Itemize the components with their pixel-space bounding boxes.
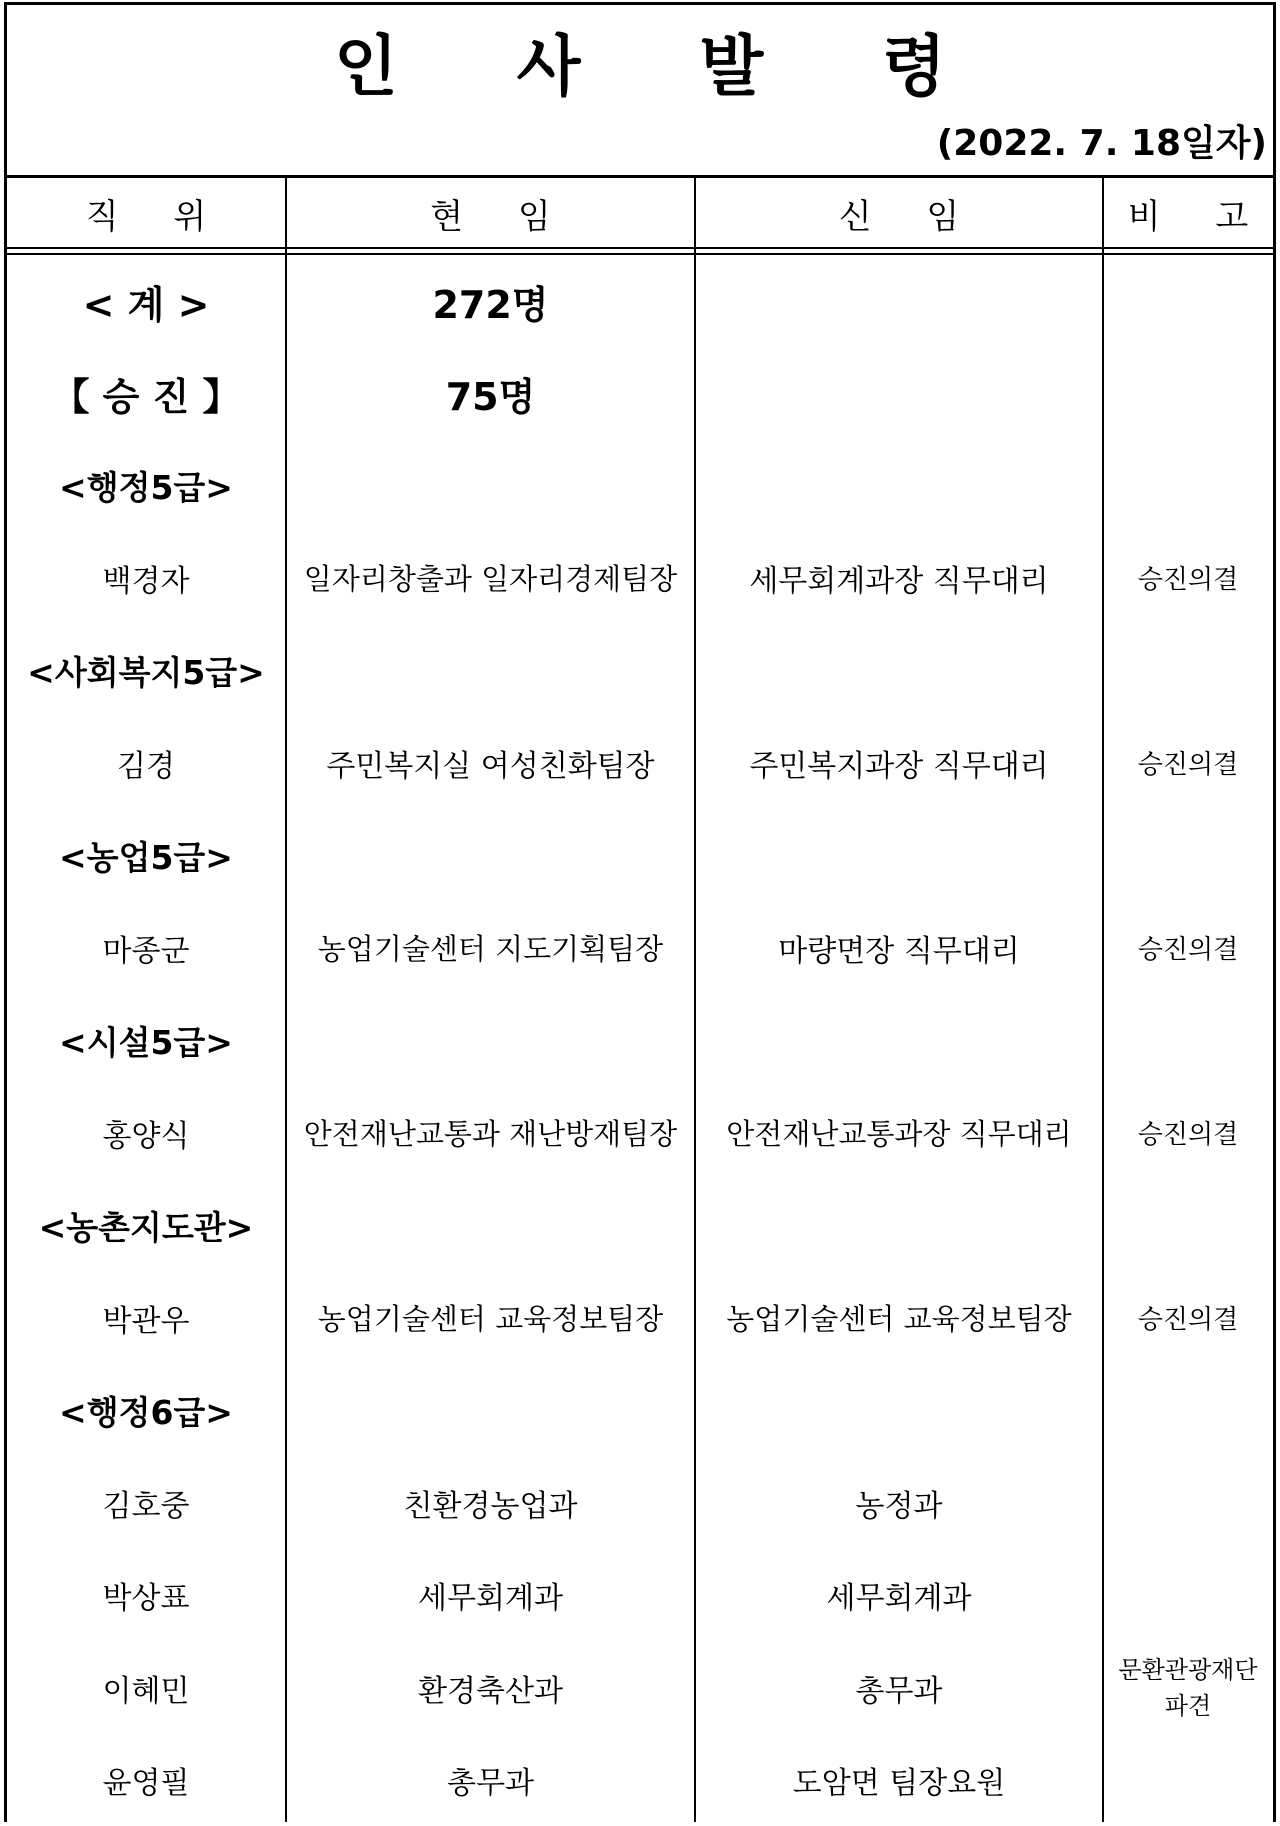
person-name: 김경 (117, 748, 175, 784)
effective-date: (2022. 7. 18일자) (936, 123, 1267, 164)
person-name: 이혜민 (102, 1673, 190, 1709)
current-post: 농업기술센터 교육정보팀장 (317, 1302, 664, 1336)
appointment-row (7, 902, 1273, 994)
promotion-count: 75명 (445, 374, 536, 419)
person-name: 마종군 (102, 933, 190, 969)
new-post: 농업기술센터 교육정보팀장 (726, 1302, 1072, 1336)
new-post: 마량면장 직무대리 (778, 933, 1020, 969)
new-post: 농정과 (855, 1488, 943, 1524)
note-cell: 승진의결 (1137, 935, 1239, 965)
current-post: 세무회계과 (418, 1581, 563, 1616)
document-title: 인 사 발 령 (334, 28, 994, 105)
promotion-label: 【 승 진 】 (51, 374, 241, 419)
group-row (7, 439, 1273, 531)
person-name: 윤영필 (102, 1766, 190, 1801)
appointment-row (7, 1734, 1273, 1826)
person-name: 김호중 (102, 1488, 190, 1524)
header-new: 신 임 (838, 196, 982, 237)
group-label: <시설5급> (59, 1022, 233, 1062)
header-bottom-rule (7, 247, 1273, 249)
appointment-row (7, 1549, 1273, 1641)
group-label: <행정6급> (59, 1392, 233, 1432)
person-name: 박관우 (102, 1303, 190, 1339)
summary-promotion-row (7, 347, 1273, 439)
person-name: 홍양식 (102, 1118, 190, 1154)
total-label: < 계 > (82, 282, 210, 327)
person-name: 박상표 (102, 1581, 190, 1616)
appointment-row (7, 1087, 1273, 1179)
note-cell (1104, 1734, 1272, 1826)
current-post: 일자리창출과 일자리경제팀장 (303, 562, 678, 596)
person-name: 백경자 (102, 563, 190, 599)
group-row (7, 809, 1273, 901)
header-current: 현 임 (430, 196, 573, 237)
note-cell: 승진의결 (1137, 1120, 1239, 1150)
current-post: 환경축산과 (418, 1673, 563, 1709)
note-cell: 승진의결 (1137, 565, 1239, 595)
header-top-rule (7, 175, 1273, 178)
current-post: 주민복지실 여성친화팀장 (326, 748, 655, 784)
header-note: 비 고 (1127, 196, 1271, 237)
appointment-row (7, 1272, 1273, 1364)
group-label: <농촌지도관> (38, 1207, 254, 1247)
total-count: 272명 (432, 282, 549, 327)
group-row (7, 624, 1273, 716)
new-post: 세무회계과 (826, 1581, 972, 1616)
new-post: 주민복지과장 직무대리 (749, 748, 1049, 784)
note-cell (1104, 1549, 1272, 1641)
current-post: 농업기술센터 지도기획팀장 (317, 932, 664, 966)
note-cell: 승진의결 (1137, 750, 1239, 780)
new-post: 세무회계과장 직무대리 (749, 563, 1049, 599)
summary-total-row (7, 255, 1273, 347)
note-cell: 문환관광재단 파견 (1118, 1655, 1258, 1720)
appointment-sheet (4, 2, 1276, 1822)
group-label: <사회복지5급> (27, 652, 265, 692)
new-post: 총무과 (855, 1673, 943, 1709)
group-label: <농업5급> (59, 837, 233, 877)
current-post: 총무과 (447, 1766, 534, 1801)
appointment-row (7, 532, 1273, 624)
appointment-row (7, 1457, 1273, 1549)
group-row (7, 1364, 1273, 1456)
new-post: 도암면 팀장요원 (792, 1766, 1006, 1801)
group-label: <행정5급> (59, 467, 233, 507)
current-post: 안전재난교통과 재난방재팀장 (303, 1117, 678, 1151)
current-post: 친환경농업과 (403, 1488, 578, 1524)
appointment-row (7, 717, 1273, 809)
group-row (7, 994, 1273, 1086)
new-post: 안전재난교통과장 직무대리 (726, 1117, 1072, 1151)
note-cell (1104, 1457, 1272, 1549)
appointment-row (7, 1642, 1273, 1734)
group-row (7, 1179, 1273, 1271)
header-position: 직 위 (85, 196, 229, 237)
note-cell: 승진의결 (1137, 1305, 1239, 1335)
